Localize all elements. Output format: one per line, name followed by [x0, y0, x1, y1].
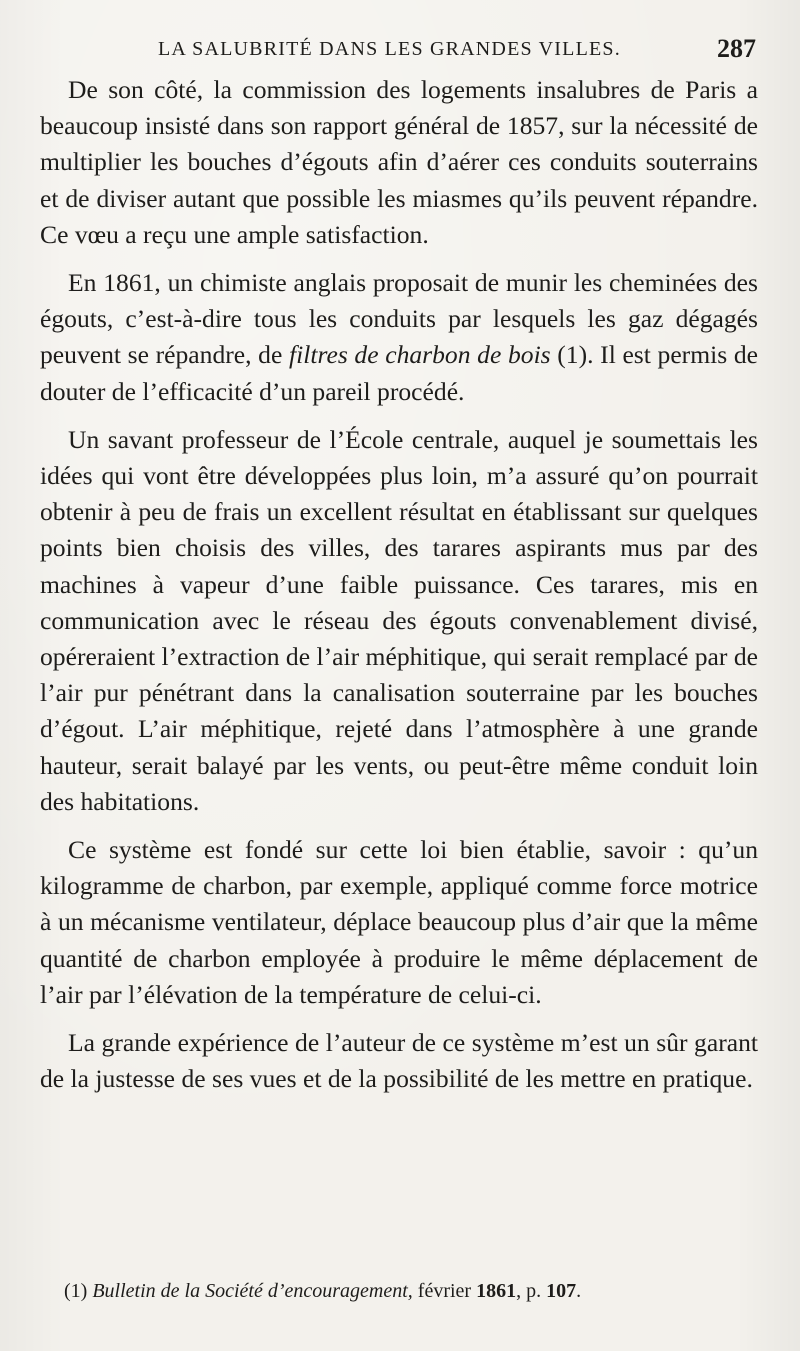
footnote [64, 1278, 744, 1304]
footnote-marker: (1) [64, 1280, 88, 1302]
paragraph-5: La grande expérience de l’auteur de ce système m’est un sûr garant de la justesse de ses vues et de la possibilité de les mettre en pratique. [40, 1028, 758, 1094]
page-number: 287 [717, 34, 756, 63]
paragraph-2 [40, 265, 758, 410]
footnote-page-ref: 107 [546, 1280, 577, 1302]
footnote-end: . [576, 1280, 582, 1302]
page-header [0, 34, 800, 68]
paragraph-2-italic: filtres de charbon de bois [289, 340, 551, 370]
running-title: LA SALUBRITÉ DANS LES GRANDES VILLES. [158, 38, 621, 60]
footnote-source: Bulletin de la Société d’encouragement, [92, 1280, 413, 1302]
footnote-page-prefix: , p. [516, 1280, 547, 1302]
main-text [40, 72, 758, 1109]
paragraph-2-part-a: En 1861, un chimiste anglais proposait de munir les cheminées des égouts, c’est-à-dire tous les conduits par lesquels les gaz dégagés peuvent se répandre, de [40, 268, 758, 370]
paragraph-3: Un savant professeur de l’École centrale, auquel je soumettais les idées qui vont être développées plus loin, m’a assuré qu’on pourrait obtenir à peu de frais un excellent résultat en établissant sur quelques points bien choisis des villes, des tarares aspirants mus par des machines à vapeur d’une faible puissance. Ces tarares, mis en communication avec le réseau des égouts convenablement divisé, opéreraient l’extraction de l’air méphitique, qui serait remplacé par de l’air pur pénétrant dans la canalisation souterraine par les bouches d’égout. L’air méphitique, rejeté dans l’atmosphère à une grande hauteur, serait balayé par les vents, ou peut-être même conduit loin des habitations. [40, 424, 758, 816]
paragraph-4: Ce système est fondé sur cette loi bien établie, savoir : qu’un kilogramme de charbon, par exemple, appliqué comme force motrice à un mécanisme ventilateur, déplace beaucoup plus d’air que la même quantité de charbon employée à produire le même déplacement de l’air par l’élévation de la température de celui-ci. [40, 835, 758, 1009]
footnote-year: 1861 [476, 1280, 517, 1302]
footnote-date-text: février [412, 1280, 477, 1302]
paragraph-1: De son côté, la commission des logements insalubres de Paris a beaucoup insisté dans son rapport général de 1857, sur la nécessité de multiplier les bouches d’égouts afin d’aérer ces conduits souterrains et de diviser autant que possible les miasmes qu’ils peuvent répandre. Ce vœu a reçu une ample satisfaction. [40, 75, 758, 249]
paragraph-2-part-b: (1). Il est permis de douter de l’efficacité d’un pareil procédé. [40, 340, 758, 406]
